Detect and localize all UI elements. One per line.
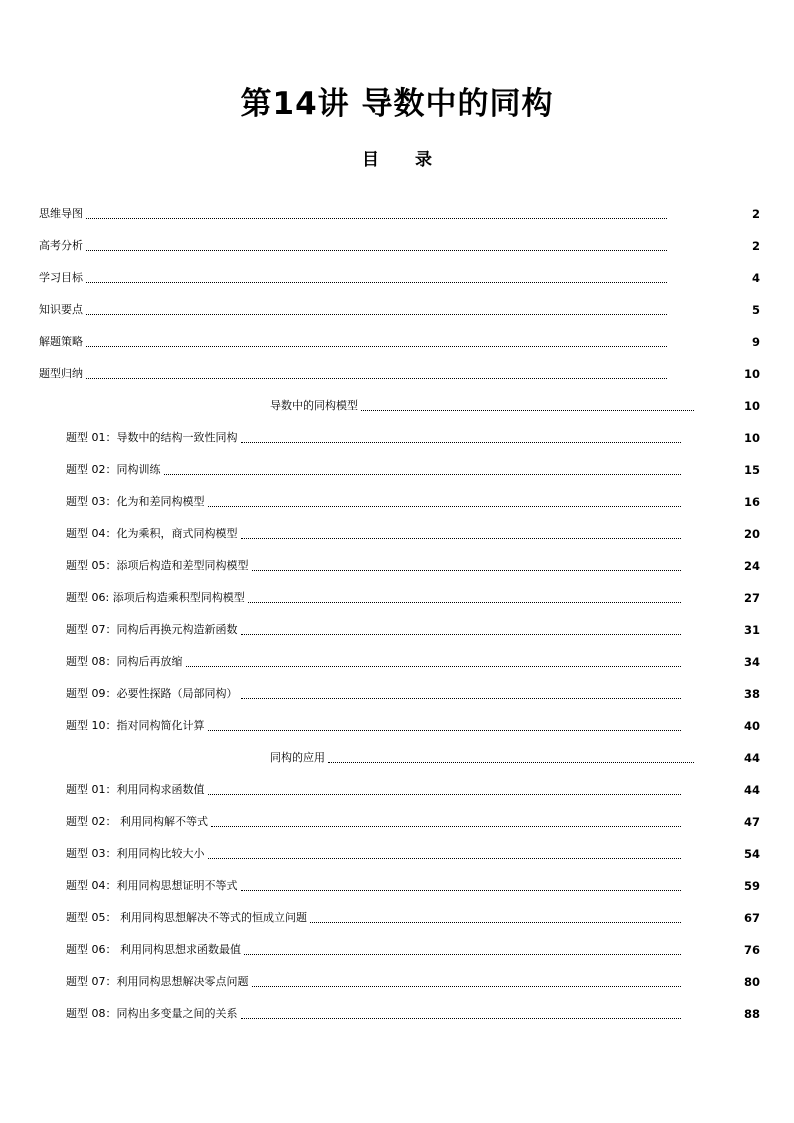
toc-dot-leader [328,762,694,763]
toc-dot-leader [86,346,667,347]
toc-page-number: 67 [743,911,760,925]
toc-entry[interactable] [0,774,794,806]
toc-entry-label: 题型 01：利用同构求函数值 [66,783,205,796]
toc-entry-label: 题型 06: 添项后构造乘积型同构模型 [66,591,245,604]
toc-entry-label: 题型 03：利用同构比较大小 [66,847,205,860]
toc-entry[interactable] [0,998,794,1030]
toc-entry-label: 题型 05：添项后构造和差型同构模型 [66,559,249,572]
toc-page-number: 54 [743,847,760,861]
toc-entry[interactable] [0,358,794,390]
toc-section-entry[interactable] [0,742,794,774]
toc-page-number: 10 [743,367,760,381]
toc-entry-label: 题型归纳 [39,367,83,380]
toc-entry-label: 题型 06： 利用同构思想求函数最值 [66,943,241,956]
toc-entry[interactable] [0,902,794,934]
toc-entry[interactable] [0,646,794,678]
toc-dot-leader [164,474,682,475]
toc-dot-leader [86,250,667,251]
toc-heading: 目 录 [362,150,432,170]
toc-dot-leader [86,378,667,379]
toc-dot-leader [208,506,682,507]
toc-entry-label: 题型 07：同构后再换元构造新函数 [66,623,238,636]
toc-entry-label: 导数中的同构模型 [270,399,358,412]
toc-entry-label: 题型 01：导数中的结构一致性同构 [66,431,238,444]
toc-page-number: 24 [743,559,760,573]
table-of-contents [0,198,794,1030]
toc-page-number: 2 [751,239,760,253]
toc-entry-label: 学习目标 [39,271,83,284]
toc-entry-label: 题型 08：同构出多变量之间的关系 [66,1007,238,1020]
toc-entry-label: 思维导图 [39,207,83,220]
toc-page-number: 20 [743,527,760,541]
toc-page-number: 34 [743,655,760,669]
toc-dot-leader [361,410,694,411]
toc-entry-label: 题型 03：化为和差同构模型 [66,495,205,508]
toc-page-number: 88 [743,1007,760,1021]
toc-entry[interactable] [0,710,794,742]
toc-page-number: 59 [743,879,760,893]
toc-dot-leader [208,858,682,859]
toc-entry[interactable] [0,518,794,550]
toc-entry-label: 同构的应用 [270,751,325,764]
toc-dot-leader [310,922,681,923]
toc-dot-leader [208,794,682,795]
toc-page-number: 16 [743,495,760,509]
toc-entry-label: 高考分析 [39,239,83,252]
toc-entry[interactable] [0,966,794,998]
toc-dot-leader [241,698,682,699]
toc-entry[interactable] [0,454,794,486]
toc-page-number: 31 [743,623,760,637]
toc-dot-leader [208,730,682,731]
toc-page-number: 44 [743,783,760,797]
toc-dot-leader [86,218,667,219]
toc-dot-leader [244,954,681,955]
toc-dot-leader [241,1018,682,1019]
toc-dot-leader [86,314,667,315]
toc-page-number: 80 [743,975,760,989]
toc-dot-leader [252,570,682,571]
toc-entry[interactable] [0,326,794,358]
toc-entry[interactable] [0,934,794,966]
toc-page-number: 9 [751,335,760,349]
toc-page-number: 27 [743,591,760,605]
toc-page-number: 40 [743,719,760,733]
toc-entry-label: 解题策略 [39,335,83,348]
toc-entry[interactable] [0,838,794,870]
toc-entry-label: 题型 04：化为乘积，商式同构模型 [66,527,238,540]
toc-entry-label: 题型 09：必要性探路（局部同构） [66,687,238,700]
toc-page-number: 76 [743,943,760,957]
toc-entry[interactable] [0,678,794,710]
toc-entry-label: 题型 04：利用同构思想证明不等式 [66,879,238,892]
toc-page-number: 2 [751,207,760,221]
toc-dot-leader [248,602,681,603]
toc-entry[interactable] [0,806,794,838]
toc-dot-leader [252,986,682,987]
toc-entry-label: 知识要点 [39,303,83,316]
toc-entry[interactable] [0,262,794,294]
toc-page-number: 47 [743,815,760,829]
toc-dot-leader [211,826,681,827]
toc-dot-leader [241,442,682,443]
toc-page-number: 4 [751,271,760,285]
toc-dot-leader [241,538,682,539]
toc-dot-leader [241,890,682,891]
toc-entry-label: 题型 02： 利用同构解不等式 [66,815,208,828]
toc-entry[interactable] [0,614,794,646]
toc-entry-label: 题型 10：指对同构简化计算 [66,719,205,732]
toc-entry[interactable] [0,486,794,518]
toc-page-number: 15 [743,463,760,477]
toc-entry-label: 题型 02：同构训练 [66,463,161,476]
toc-entry[interactable] [0,550,794,582]
toc-entry[interactable] [0,294,794,326]
toc-page-number: 10 [743,399,760,413]
toc-page-number: 38 [743,687,760,701]
toc-page-number: 10 [743,431,760,445]
toc-entry-label: 题型 08：同构后再放缩 [66,655,183,668]
toc-entry[interactable] [0,422,794,454]
toc-entry[interactable] [0,870,794,902]
toc-entry-label: 题型 07：利用同构思想解决零点问题 [66,975,249,988]
toc-entry[interactable] [0,230,794,262]
toc-dot-leader [186,666,682,667]
toc-entry-label: 题型 05： 利用同构思想解决不等式的恒成立问题 [66,911,307,924]
toc-dot-leader [241,634,682,635]
page-title: 第14讲 导数中的同构 [240,86,554,122]
toc-section-entry[interactable] [0,390,794,422]
toc-dot-leader [86,282,667,283]
toc-entry[interactable] [0,582,794,614]
toc-entry[interactable] [0,198,794,230]
toc-page-number: 5 [751,303,760,317]
toc-page-number: 44 [743,751,760,765]
